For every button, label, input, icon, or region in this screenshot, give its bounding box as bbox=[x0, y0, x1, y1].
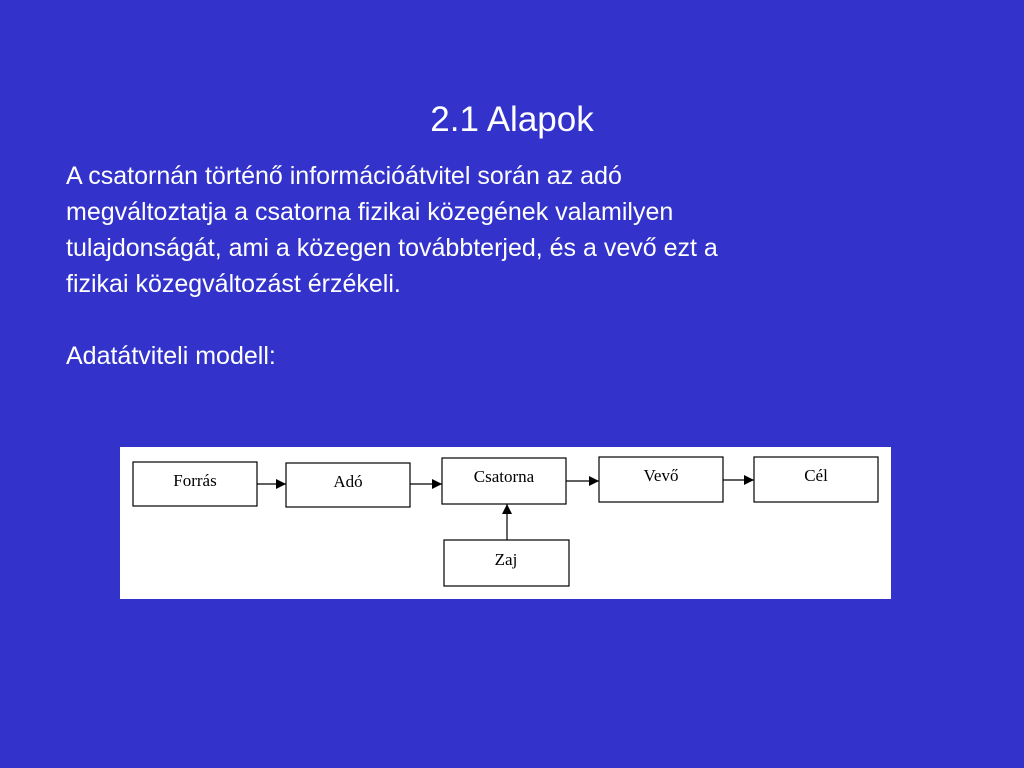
transmission-model-diagram bbox=[120, 447, 891, 599]
node-noise-label: Zaj bbox=[494, 550, 518, 569]
diagram-canvas bbox=[120, 447, 891, 599]
node-noise bbox=[444, 540, 569, 586]
body-text bbox=[66, 158, 966, 374]
node-channel-label: Csatorna bbox=[473, 467, 535, 486]
node-destination bbox=[754, 457, 878, 502]
paragraph-line: A csatornán történő információátvitel során az adó bbox=[66, 162, 622, 190]
node-receiver bbox=[599, 457, 723, 502]
node-source-label: Forrás bbox=[173, 471, 217, 490]
paragraph-line: tulajdonságát, ami a közegen továbbterjed, és a vevő ezt a bbox=[66, 234, 718, 262]
node-destination-label: Cél bbox=[804, 466, 828, 485]
paragraph-line: megváltoztatja a csatorna fizikai közegének valamilyen bbox=[66, 198, 674, 226]
node-transmitter-label: Adó bbox=[333, 472, 363, 491]
paragraph-spacer bbox=[66, 302, 966, 338]
node-source bbox=[133, 462, 257, 506]
slide-title: 2.1 Alapok bbox=[430, 100, 594, 139]
paragraph-line: fizikai közegváltozást érzékeli. bbox=[66, 270, 401, 298]
node-receiver-label: Vevő bbox=[643, 466, 679, 485]
model-label: Adatátviteli modell: bbox=[66, 342, 276, 370]
node-channel bbox=[442, 458, 566, 504]
node-transmitter bbox=[286, 463, 410, 507]
